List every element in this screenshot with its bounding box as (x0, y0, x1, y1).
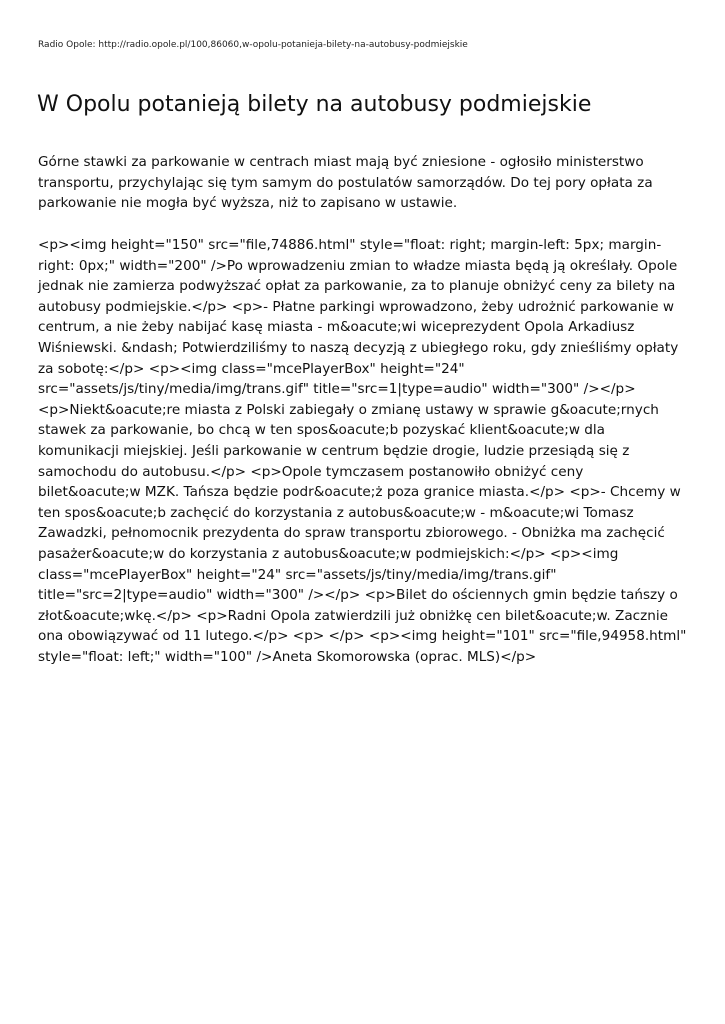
article-lead: Górne stawki za parkowanie w centrach miast mają być zniesione - ogłosiło ministerstwo transportu, przychylając się tym samym do postulatów samorządów. Do tej pory opłata za parkowanie nie mogła być wyższa, niż to zapisano w ustawie. (38, 154, 653, 212)
source-url-line: Radio Opole: http://radio.opole.pl/100,86060,w-opolu-potanieja-bilety-na-autobusy-podmiejskie (38, 40, 468, 50)
article-title: W Opolu potanieją bilety na autobusy podmiejskie (37, 92, 592, 117)
article-body-raw-html: <p><img height="150" src="file,74886.html" style="float: right; margin-left: 5px; margin-right: 0px;" width="200" />Po wprowadzeniu zmian to władze miasta będą ją określały. Opole jednak nie zamierza podwyższać opłat za parkowanie, za to planuje obniżyć ceny za bilety na autobusy podmiejskie.</p> <p>- Płatne parkingi wprowadzono, żeby udrożnić parkowanie w centrum, a nie żeby nabijać kasę miasta - m&oacute;wi wiceprezydent Opola Arkadiusz Wiśniewski. &ndash; Potwierdziliśmy to naszą decyzją z ubiegłego roku, gdy znieśliśmy opłaty za sobotę:</p> <p><img class="mcePlayerBox" height="24" src="assets/js/tiny/media/img/trans.gif" title="src=1|type=audio" width="300" /></p> <p>Niekt&oacute;re miasta z Polski zabiegały o zmianę ustawy w sprawie g&oacute;rnych stawek za parkowanie, bo chcą w ten spos&oacute;b pozyskać klient&oacute;w dla komunikacji miejskiej. Jeśli parkowanie w centrum będzie drogie, ludzie przesiądą się z samochodu do autobusu.</p> <p>Opole tymczasem postanowiło obniżyć ceny bilet&oacute;w MZK. Tańsza będzie podr&oacute;ż poza granice miasta.</p> <p>- Chcemy w ten spos&oacute;b zachęcić do korzystania z autobus&oacute;w - m&oacute;wi Tomasz Zawadzki, pełnomocnik prezydenta do spraw transportu zbiorowego. - Obniżka ma zachęcić pasażer&oacute;w do korzystania z autobus&oacute;w podmiejskich:</p> <p><img class="mcePlayerBox" height="24" src="assets/js/tiny/media/img/trans.gif" title="src=2|type=audio" width="300" /></p> <p>Bilet do ościennych gmin będzie tańszy o złot&oacute;wkę.</p> <p>Radni Opola zatwierdzili już obniżkę cen bilet&oacute;w. Zacznie ona obowiązywać od 11 lutego.</p> <p> </p> <p><img height="101" src="file,94958.html" style="float: left;" width="100" />Aneta Skomorowska (oprac. MLS)</p> (38, 237, 687, 665)
